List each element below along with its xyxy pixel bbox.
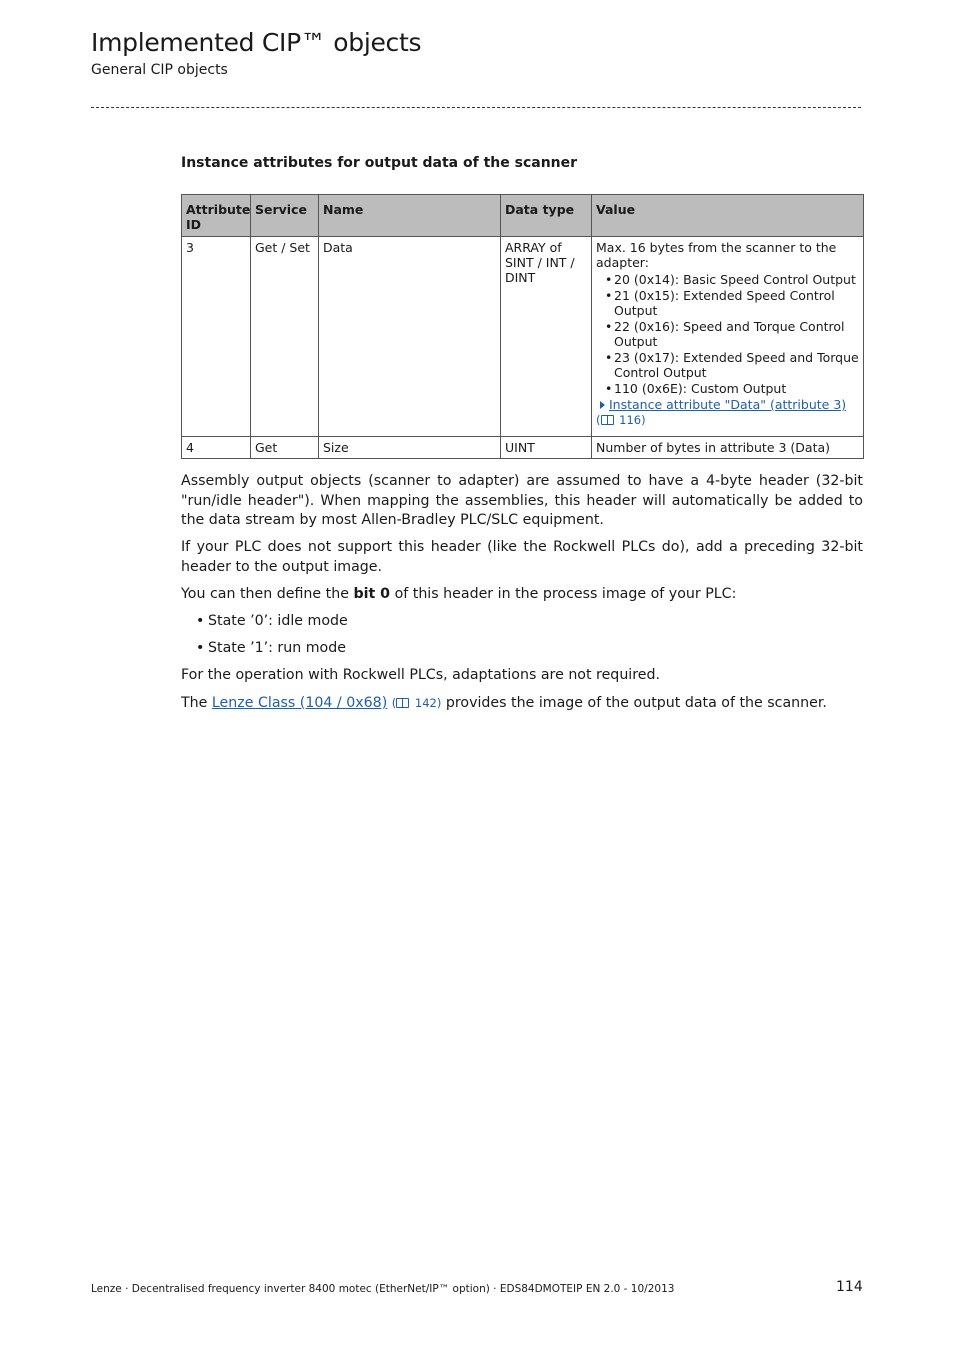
list-item: • State ’0’: idle mode bbox=[196, 612, 348, 632]
cell-value: Number of bytes in attribute 3 (Data) bbox=[592, 437, 864, 459]
cross-reference bbox=[596, 397, 859, 428]
table-row bbox=[182, 437, 864, 459]
column-header-value: Value bbox=[592, 195, 864, 237]
instance-attribute-link[interactable]: Instance attribute "Data" (attribute 3) bbox=[609, 397, 847, 412]
page-title: Implemented CIP™ objects bbox=[91, 28, 422, 57]
book-icon bbox=[396, 698, 409, 708]
triangle-arrow-icon bbox=[600, 401, 605, 409]
table-row bbox=[182, 237, 864, 437]
cell-value bbox=[592, 237, 864, 437]
value-intro: Max. 16 bytes from the scanner to the adapter: bbox=[596, 240, 837, 270]
column-header-attribute-id: Attribute ID bbox=[182, 195, 251, 237]
bullet-icon: • bbox=[196, 613, 205, 629]
table-header-row bbox=[182, 195, 864, 237]
list-item: • 20 (0x14): Basic Speed Control Output bbox=[596, 272, 859, 287]
paragraph-define-bit: You can then define the bit 0 of this header in the process image of your PLC: bbox=[181, 586, 737, 602]
page-reference[interactable]: ( 116) bbox=[596, 413, 646, 427]
attribute-table bbox=[181, 194, 864, 459]
list-item: • 110 (0x6E): Custom Output bbox=[596, 381, 859, 396]
column-header-service: Service bbox=[251, 195, 319, 237]
footer-text: Lenze · Decentralised frequency inverter 8400 motec (EtherNet/IP™ option) · EDS84DMOTEIP EN 2.0 - 10/2013 bbox=[91, 1283, 675, 1295]
cell-data-type: UINT bbox=[501, 437, 592, 459]
bit-emphasis: bit 0 bbox=[353, 586, 391, 602]
book-icon bbox=[601, 415, 614, 425]
bullet-icon: • bbox=[196, 640, 205, 656]
section-heading: Instance attributes for output data of the scanner bbox=[181, 155, 578, 171]
paragraph-rockwell: For the operation with Rockwell PLCs, adaptations are not required. bbox=[181, 667, 661, 683]
page-reference[interactable]: ( 142) bbox=[391, 696, 442, 710]
page-subtitle: General CIP objects bbox=[91, 62, 228, 78]
cell-name: Size bbox=[319, 437, 501, 459]
header-divider bbox=[91, 107, 861, 108]
cell-data-type: ARRAY of SINT / INT / DINT bbox=[501, 237, 592, 437]
cell-service: Get bbox=[251, 437, 319, 459]
column-header-name: Name bbox=[319, 195, 501, 237]
cell-attribute-id: 4 bbox=[182, 437, 251, 459]
paragraph-plc-support: If your PLC does not support this header (like the Rockwell PLCs do), add a preceding 32-bit header to the output image. bbox=[181, 539, 863, 575]
page-number: 114 bbox=[836, 1279, 863, 1295]
list-item: • State ’1’: run mode bbox=[196, 639, 346, 659]
paragraph-lenze-class: The Lenze Class (104 / 0x68) ( 142) provides the image of the output data of the scanner. bbox=[181, 695, 827, 711]
list-item: • 21 (0x15): Extended Speed Control Output bbox=[596, 288, 859, 318]
cell-attribute-id: 3 bbox=[182, 237, 251, 437]
cell-name: Data bbox=[319, 237, 501, 437]
list-item: • 22 (0x16): Speed and Torque Control Output bbox=[596, 319, 859, 349]
lenze-class-link[interactable]: Lenze Class (104 / 0x68) bbox=[211, 695, 388, 711]
value-list bbox=[596, 272, 859, 396]
column-header-data-type: Data type bbox=[501, 195, 592, 237]
paragraph-header-info: Assembly output objects (scanner to adapter) are assumed to have a 4-byte header (32-bit "run/idle header"). When mapping the assemblies, this header will automatically be added to the data stream by most Allen-Bradley PLC/SLC equipment. bbox=[181, 473, 863, 528]
cell-service: Get / Set bbox=[251, 237, 319, 437]
list-item: • 23 (0x17): Extended Speed and Torque Control Output bbox=[596, 350, 859, 380]
